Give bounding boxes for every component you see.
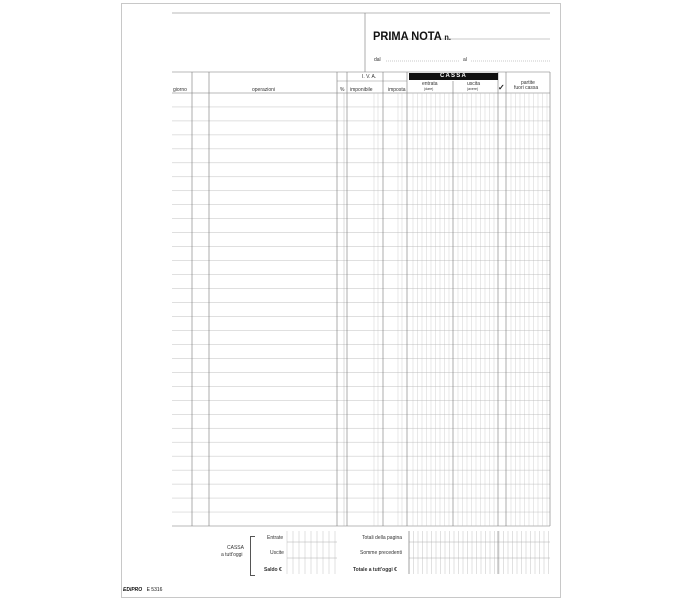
summary-somme-precedenti: Somme precedenti xyxy=(360,550,402,556)
summary-cassa-1: CASSA xyxy=(227,545,244,551)
col-imposta: imposta xyxy=(388,87,406,93)
summary-entrate: Entrate xyxy=(267,535,284,541)
cassa-bracket xyxy=(250,536,255,576)
form-title xyxy=(373,30,451,42)
col-uscita: uscita xyxy=(467,81,481,87)
summary-saldo: Saldo € xyxy=(264,567,282,573)
number-suffix: n. xyxy=(444,33,451,42)
summary-totali-pagina: Totali della pagina xyxy=(362,535,403,541)
col-cassa-group: CASSA xyxy=(409,73,498,80)
title-text: PRIMA NOTA xyxy=(373,29,442,43)
prima-nota-sheet xyxy=(121,3,561,598)
check-icon: ✓ xyxy=(498,83,505,92)
col-operazioni: operazioni xyxy=(252,87,276,93)
date-from-label: dal xyxy=(374,57,381,63)
col-percent: % xyxy=(340,87,345,93)
summary-totale: Totale a tutt'oggi € xyxy=(353,567,397,573)
product-code: E 5316 xyxy=(146,587,163,593)
brand-logo-text: EDIPRO xyxy=(123,587,143,593)
col-entrata: entrata xyxy=(422,81,438,87)
col-giorno: giorno xyxy=(173,87,187,93)
footer-brand xyxy=(123,588,162,593)
summary-cassa-2: a tutt'oggi xyxy=(221,552,243,558)
date-to-label: al xyxy=(463,57,467,63)
col-imponibile: imponibile xyxy=(350,87,373,93)
col-uscita-sub: (avere) xyxy=(467,87,479,91)
col-entrata-sub: (dare) xyxy=(424,87,434,91)
col-iva-group: I. V. A. xyxy=(362,74,377,80)
summary-uscite: Uscite xyxy=(270,550,284,556)
col-partite-2: fuori cassa xyxy=(514,85,539,91)
col-partite-1: partite xyxy=(521,80,535,86)
